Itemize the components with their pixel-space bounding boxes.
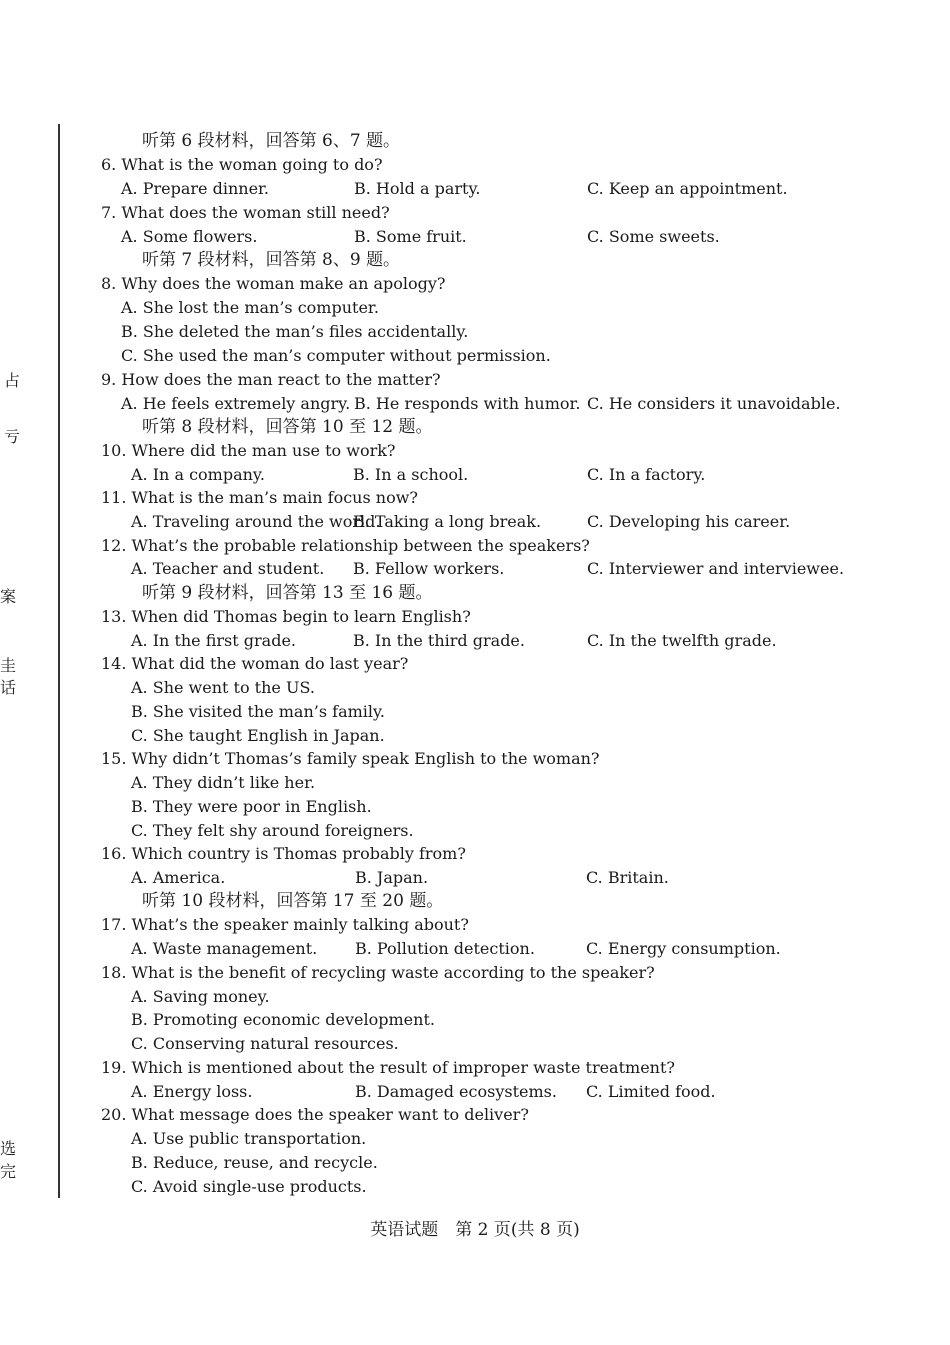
option-a: A. In a company.: [131, 465, 265, 484]
section-heading: 听第 6 段材料，回答第 6、7 题。: [142, 131, 401, 151]
margin-fragment: 话: [0, 678, 17, 697]
option-b: B. He responds with humor.: [354, 394, 581, 413]
option-row: [0, 630, 950, 652]
question-stem: 15. Why didn’t Thomas’s family speak English to the woman?: [101, 749, 600, 768]
option-c: C. Some sweets.: [587, 227, 720, 246]
option-b: B. Taking a long break.: [353, 512, 542, 531]
question-stem: 12. What’s the probable relationship between the speakers?: [101, 536, 590, 555]
section-heading: 听第 9 段材料，回答第 13 至 16 题。: [142, 583, 433, 603]
option-a: A. Teacher and student.: [131, 559, 325, 578]
option-b: B. Promoting economic development.: [131, 1010, 435, 1029]
option-c: C. Keep an appointment.: [587, 179, 788, 198]
option-a: A. In the first grade.: [131, 631, 296, 650]
option-b: B. Japan.: [355, 868, 429, 887]
option-row: [0, 558, 950, 580]
option-row: [0, 464, 950, 486]
question-stem: 8. Why does the woman make an apology?: [101, 274, 446, 293]
question-stem: 17. What’s the speaker mainly talking about?: [101, 915, 469, 934]
option-row: [0, 867, 950, 889]
section-heading: 听第 7 段材料，回答第 8、9 题。: [142, 250, 401, 270]
option-c: C. In the twelfth grade.: [587, 631, 777, 650]
margin-fragment: 案: [0, 587, 17, 606]
option-b: B. They were poor in English.: [131, 797, 372, 816]
option-row: [0, 938, 950, 960]
option-a: A. Saving money.: [131, 987, 270, 1006]
option-a: A. Use public transportation.: [131, 1129, 367, 1148]
option-row: [0, 393, 950, 415]
section-heading: 听第 10 段材料，回答第 17 至 20 题。: [142, 891, 444, 911]
option-c: C. Limited food.: [586, 1082, 716, 1101]
option-b: B. Reduce, reuse, and recycle.: [131, 1153, 378, 1172]
margin-fragment: 亏: [4, 427, 21, 446]
option-b: B. Fellow workers.: [353, 559, 505, 578]
option-row: [0, 226, 950, 248]
margin-fragment: 圭: [0, 656, 17, 675]
option-a: A. Traveling around the world.: [131, 512, 381, 531]
question-stem: 14. What did the woman do last year?: [101, 654, 409, 673]
question-stem: 20. What message does the speaker want to deliver?: [101, 1105, 529, 1124]
option-c: C. They felt shy around foreigners.: [131, 821, 414, 840]
question-stem: 10. Where did the man use to work?: [101, 441, 396, 460]
option-a: A. Energy loss.: [131, 1082, 253, 1101]
option-c: C. In a factory.: [587, 465, 706, 484]
option-row: [0, 1081, 950, 1103]
option-a: A. Prepare dinner.: [121, 179, 270, 198]
option-row: [0, 178, 950, 200]
margin-fragment: 完: [0, 1162, 17, 1181]
option-c: C. Britain.: [586, 868, 669, 887]
option-c: C. Developing his career.: [587, 512, 791, 531]
option-b: B. Some fruit.: [354, 227, 467, 246]
option-row: [0, 511, 950, 533]
margin-fragment: 选: [0, 1139, 17, 1158]
question-stem: 6. What is the woman going to do?: [101, 155, 383, 174]
option-a: A. Some flowers.: [121, 227, 258, 246]
option-a: A. She went to the US.: [131, 678, 315, 697]
option-b: B. She deleted the man’s files accidentally.: [121, 322, 469, 341]
option-c: C. She taught English in Japan.: [131, 726, 385, 745]
option-b: B. Damaged ecosystems.: [355, 1082, 557, 1101]
margin-fragment: 占: [4, 371, 21, 390]
section-heading: 听第 8 段材料，回答第 10 至 12 题。: [142, 417, 433, 437]
page-footer: 英语试题 第 2 页(共 8 页): [370, 1220, 580, 1240]
question-stem: 16. Which country is Thomas probably from?: [101, 844, 466, 863]
question-stem: 13. When did Thomas begin to learn English?: [101, 607, 471, 626]
option-a: A. They didn’t like her.: [131, 773, 316, 792]
binding-margin-line: [58, 124, 60, 1198]
option-b: B. In a school.: [353, 465, 469, 484]
question-stem: 11. What is the man’s main focus now?: [101, 488, 418, 507]
question-stem: 18. What is the benefit of recycling waste according to the speaker?: [101, 963, 655, 982]
option-a: A. Waste management.: [131, 939, 318, 958]
option-a: A. He feels extremely angry.: [121, 394, 351, 413]
option-b: B. Hold a party.: [354, 179, 481, 198]
option-c: C. Energy consumption.: [586, 939, 781, 958]
question-stem: 7. What does the woman still need?: [101, 203, 390, 222]
option-a: A. America.: [131, 868, 226, 887]
option-b: B. In the third grade.: [353, 631, 525, 650]
option-c: C. She used the man’s computer without permission.: [121, 346, 551, 365]
option-b: B. She visited the man’s family.: [131, 702, 386, 721]
option-b: B. Pollution detection.: [355, 939, 535, 958]
option-c: C. Conserving natural resources.: [131, 1034, 399, 1053]
option-c: C. He considers it unavoidable.: [587, 394, 841, 413]
option-c: C. Interviewer and interviewee.: [587, 559, 845, 578]
question-stem: 19. Which is mentioned about the result of improper waste treatment?: [101, 1058, 675, 1077]
option-a: A. She lost the man’s computer.: [121, 298, 379, 317]
question-stem: 9. How does the man react to the matter?: [101, 370, 441, 389]
option-c: C. Avoid single-use products.: [131, 1177, 367, 1196]
